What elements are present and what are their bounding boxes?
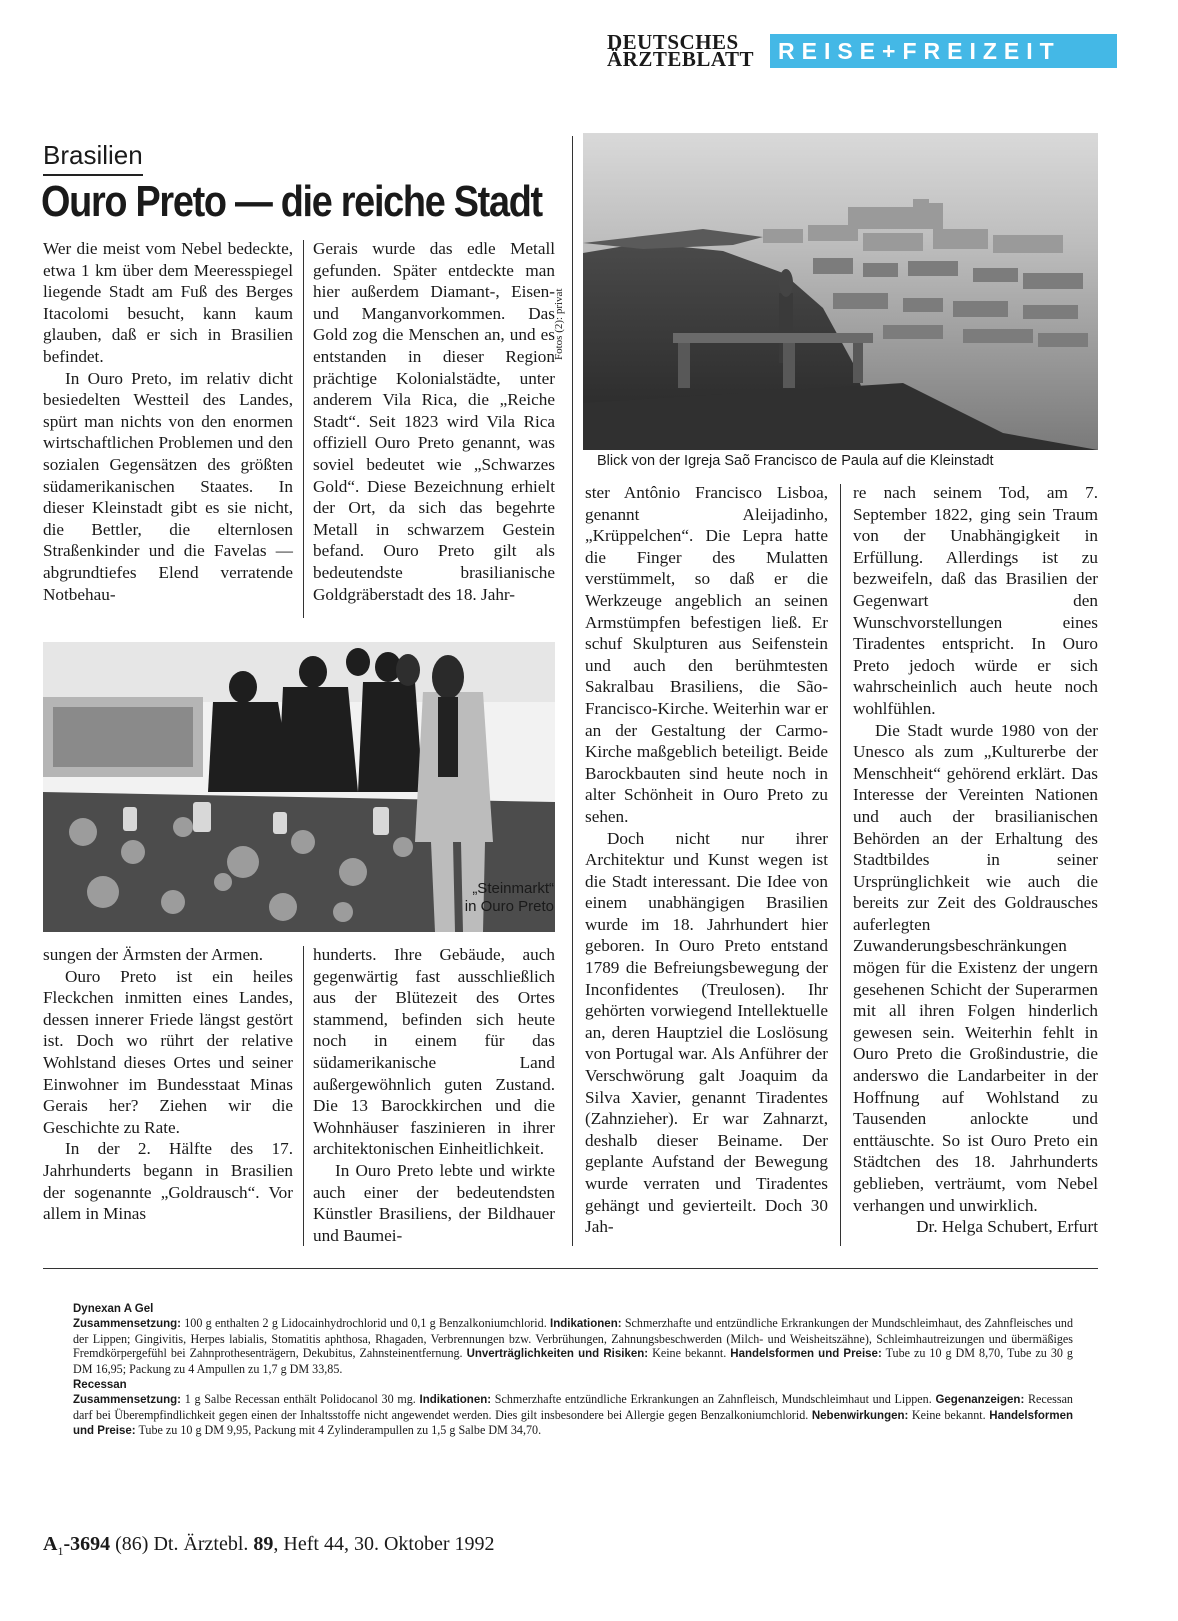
field-label: Nebenwirkungen: [811, 1409, 909, 1422]
field-text: Keine bekannt. [908, 1407, 990, 1422]
paragraph: Wer die meist vom Nebel bedeckte, etwa 1 km über dem Meeresspiegel liegende Stadt am Fuß des Berges Itacolomi besucht, kann kaum glauben, daß er sich in Brasilien befindet. [43, 239, 293, 366]
field-label: Unverträglichkeiten und Risiken: [466, 1348, 649, 1361]
column-rule [840, 484, 841, 1246]
page-footer [43, 1532, 495, 1563]
field-label: Zusammensetzung: [73, 1318, 181, 1331]
page-ref-number: -3694 [63, 1533, 111, 1555]
field-text: 1 g Salbe Recessan enthält Polidocanol 30 mg. [181, 1392, 420, 1407]
article-column-1 [43, 238, 293, 605]
section-separator [43, 1268, 1098, 1269]
drug-info-box [73, 1302, 1073, 1439]
field-text: Schmerzhafte entzündliche Erkrankungen an Zahnfleisch, Mundschleimhaut und Lippen. [491, 1392, 936, 1407]
paragraph: In Ouro Preto, im relativ dicht besiedelten Westteil des Landes, spürt man nichts von den enormen wirtschaftlichen Problemen und den sozialen Gegensätzen des größten südamerikanischen Staates. In dieser Kleinstadt gibt es sie nicht, die Bettler, die elternlosen Straßenkinder und die Favelas — abgrundtiefes Elend verratende Notbehau- [43, 368, 293, 604]
paragraph: hunderts. Ihre Gebäude, auch gegenwärtig fast ausschließlich aus der Blütezeit des Ortes stammend, befinden sich heute noch in einem für das südamerikanische Land außergewöhnlich guten Zustand. Die 13 Barockkirchen und die Wohnhäuser faszinieren in ihrer architektonischen Einheitlichkeit. [313, 945, 555, 1159]
column-rule [572, 136, 573, 1246]
paragraph: Die Stadt wurde 1980 von der Unesco als zum „Kulturerbe der Menschheit“ gehörend erklärt. Das Interesse der Vereinten Nationen und auch der brasilianischen Behörden an der Erhaltung des Stadtbildes in seiner Ursprünglichkeit wie auch die bereits zur Zeit des Goldrausches auferlegten Zuwanderungsbeschränkungen mögen für die Existenz der ungern gesehenen Schicht der Superarmen mit all ihren Folgen hinderlich gewesen sein. Weiterhin fehlt in Ouro Preto die Großindustrie, die anderswo die Landarbeiter in der Hoffnung auf Wohlstand zu Tausenden anlockte und enttäuschte. So ist Ouro Preto ein Städtchen des 18. Jahrhunderts geblieben, verträumt, vom Nebel verhangen und unwirklich. [853, 720, 1098, 1215]
paragraph: Gerais wurde das edle Metall gefunden. Später entdeckte man hier außerdem Diamant-, Eisen- und Manganvorkommen. Das Gold zog die Menschen an, und es entstanden in dieser Region prächtige Kolonialstädte, unter anderem Vila Rica, die „Reiche Stadt“. Seit 1823 wird Vila Rica offiziell Ouro Preto genannt, was soviel bedeutet wie „Schwarzes Gold“. Diese Bezeichnung erhielt der Ort, da sich das begehrte Metall in schwarzem Gestein befand. Ouro Preto gilt als bedeutendste brasilianische Goldgräberstadt des 18. Jahr- [313, 239, 555, 604]
photo-credit: Fotos (2): privat [553, 288, 565, 360]
field-text: Recessan darf bei Überempfindlichkeit gegen einen der Inhaltsstoffe nicht angewendet werden. Dies gilt insbesondere bei Allergie gegen Benzalkoniumchlorid. [73, 1392, 1073, 1422]
drug-entry [73, 1302, 1073, 1376]
photo-town-view-caption: Blick von der Igreja Saõ Francisco de Paula auf die Kleinstadt [597, 453, 994, 469]
article-kicker: Brasilien [43, 140, 143, 176]
section-band: REISE+FREIZEIT [770, 34, 1117, 68]
citation-issue: , Heft 44, 30. Oktober 1992 [273, 1533, 495, 1555]
article-column-2 [313, 238, 555, 605]
field-text: Keine bekannt. [648, 1346, 731, 1361]
town-view-illustration [583, 133, 1098, 450]
drug-name: Recessan [73, 1379, 127, 1392]
article-column-1-continued [43, 944, 293, 1225]
logo-line-1: DEUTSCHES [607, 30, 739, 54]
drug-name: Dynexan A Gel [73, 1303, 154, 1315]
article-title: Ouro Preto — die reiche Stadt [41, 177, 542, 226]
article-column-2-continued [313, 944, 555, 1246]
page-ref-subscript: 1 [57, 1544, 64, 1558]
paragraph: Ouro Preto ist ein heiles Fleckchen inmitten eines Landes, dessen innerer Friede längst gestört ist. Doch wo rührt der relative Wohlstand dieses Ortes und seiner Einwohner im Bundesstaat Minas Gerais her? Ziehen wir die Geschichte zu Rate. [43, 966, 293, 1137]
article-column-4 [853, 482, 1098, 1238]
citation-text: (86) Dt. Ärztebl. [110, 1533, 254, 1555]
field-label: Indikationen: [419, 1394, 492, 1407]
drug-entry [73, 1378, 1073, 1439]
paragraph: sungen der Ärmsten der Armen. [43, 945, 264, 964]
drug-description [73, 1392, 1073, 1438]
column-rule [303, 240, 304, 618]
photo-stone-market-caption [404, 880, 554, 916]
field-label: Handelsformen und Preise: [730, 1348, 882, 1361]
volume-number: 89 [253, 1533, 274, 1555]
paragraph: In der 2. Hälfte des 17. Jahrhunderts begann in Brasilien der sogenannte „Goldrausch“. Vor allem in Minas [43, 1139, 293, 1224]
field-text: 100 g enthalten 2 g Lidocainhydrochlorid und 0,1 g Benzalkoniumchlorid. [181, 1316, 550, 1331]
paragraph: Doch nicht nur ihrer Architektur und Kunst wegen ist die Stadt interessant. Die Idee von einem unabhängigen Brasilien wurde im 18. Jahrhundert hier geboren. In Ouro Preto entstand 1789 die Befreiungsbewegung der Inconfidentes (Treulosen). Ihr gehörten vorwiegend Intellektuelle an, deren Hauptziel die Loslösung von Portugal war. Als Anführer der Verschwörung galt Joaquim da Silva Xavier, genannt Tiradentes (Zahnzieher). Er war Zahnarzt, deshalb dieser Beiname. Der geplante Aufstand der Bewegung wurde verraten und Tiradentes gehängt und gevierteilt. Doch 30 Jah- [585, 828, 828, 1237]
caption-line-2: in Ouro Preto [464, 898, 554, 915]
drug-description [73, 1316, 1073, 1376]
page-ref-prefix: A [43, 1533, 58, 1555]
journal-logo [607, 30, 754, 71]
logo-line-2: ÄRZTEBLATT [607, 47, 754, 71]
field-text: Schmerzhafte und entzündliche Erkrankungen der Mundschleimhaut, des Zahnfleisches und der Lippen; Gingivitis, Herpes labialis, Stomatitis aphthosa, Rhagaden, Verbrennungen bzw. Verbrühungen, Zahnungsbeschwerden (Milch- und Weisheitszähne), Schleimhautreizungen und übermäßiges Fremdkörpergefühl bei Zahnprothesenträgern, Dekubitus, Zahnsteinentfernung. [73, 1316, 1073, 1361]
column-rule [303, 946, 304, 1246]
field-label: Zusammensetzung: [73, 1394, 181, 1407]
photo-town-view [583, 133, 1098, 450]
article-column-3 [585, 482, 828, 1238]
caption-line-1: „Steinmarkt“ [472, 880, 554, 897]
field-label: Indikationen: [550, 1318, 622, 1331]
paragraph: ster Antônio Francisco Lisboa, genannt Aleijadinho, „Krüppelchen“. Die Lepra hatte die Finger des Mulatten verstümmelt, so daß er die Werkzeuge angeblich an seinen Armstümpfen befestigen ließ. Er schuf Skulpturen aus Seifenstein und auch den berühmtesten Sakralbau Brasiliens, die São-Francisco-Kirche. Weiterhin war er an der Gestaltung der Carmo-Kirche maßgeblich beteiligt. Beide Barockbauten sind heute noch in alter Schönheit in Ouro Preto zu sehen. [585, 483, 828, 826]
paragraph: In Ouro Preto lebte und wirkte auch einer der bedeutendsten Künstler Brasiliens, der Bildhauer und Baumei- [313, 1160, 555, 1245]
field-text: Tube zu 10 g DM 8,70, Tube zu 30 g DM 16,95; Packung zu 4 Ampullen zu 1,7 g DM 33,85. [73, 1346, 1073, 1376]
field-label: Handelsformen und Preise: [73, 1409, 1073, 1438]
masthead [607, 30, 1117, 71]
author-line: Dr. Helga Schubert, Erfurt [916, 1217, 1098, 1237]
paragraph: re nach seinem Tod, am 7. September 1822, ging sein Traum von der Unabhängigkeit in Erfüllung. Allerdings ist zu bezweifeln, daß das Brasilien der Gegenwart den Wunschvorstellungen eines Tiradentes entspricht. In Ouro Preto jedoch würde er sich wahrscheinlich auch heute noch wohlfühlen. [853, 483, 1098, 718]
field-label: Gegenanzeigen: [935, 1394, 1025, 1407]
field-text: Tube zu 10 g DM 9,95, Packung mit 4 Zylinderampullen zu 1,5 g Salbe DM 34,70. [135, 1423, 542, 1438]
